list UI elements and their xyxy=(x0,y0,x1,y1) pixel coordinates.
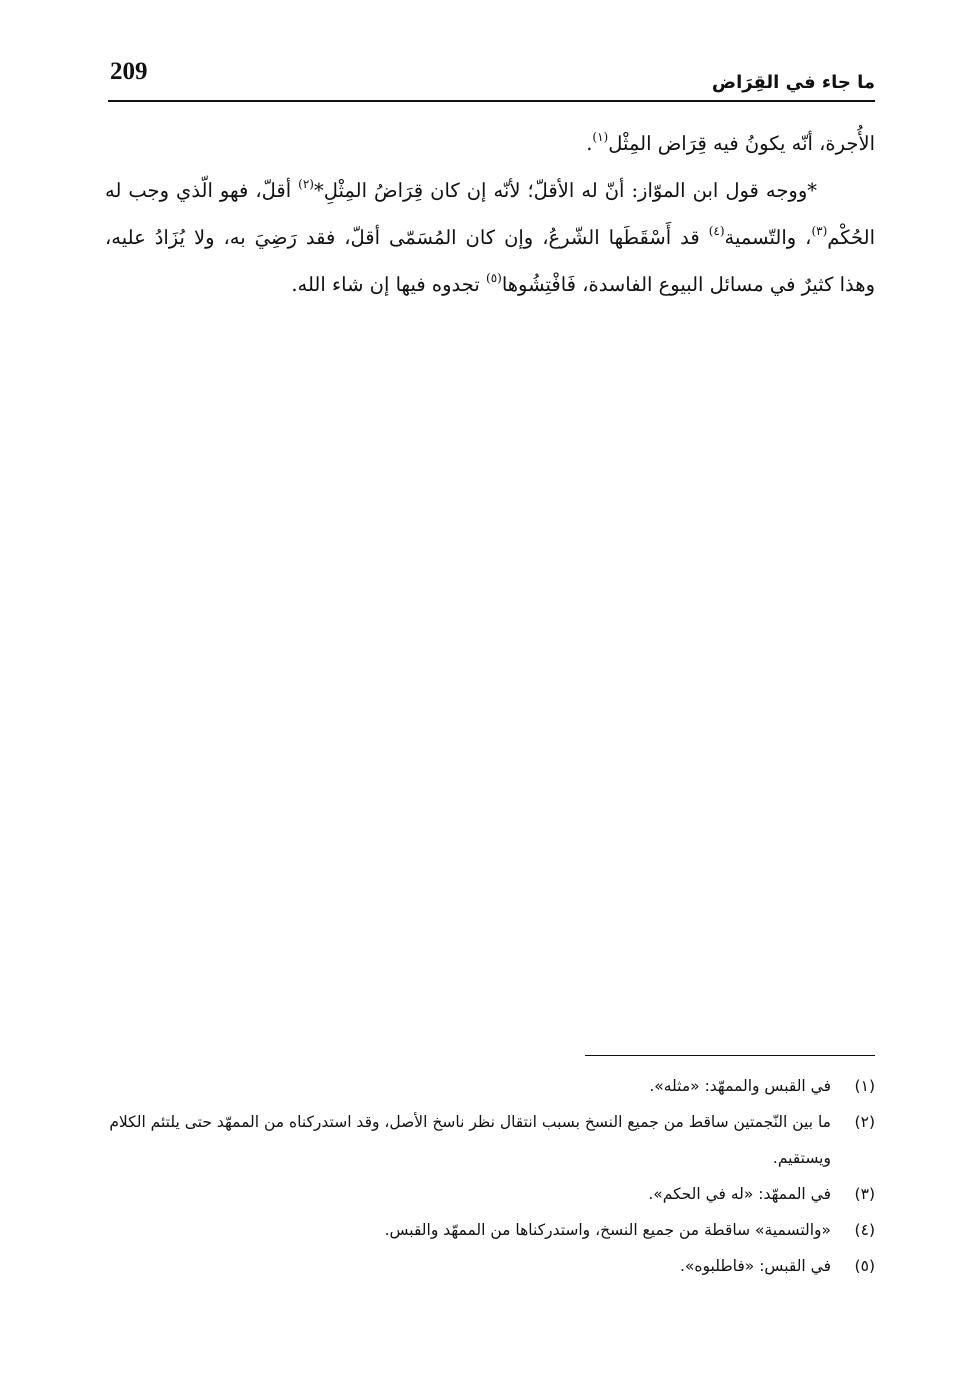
text-run: تجدوه فيها إن شاء الله. xyxy=(291,273,486,296)
text-run: ، والتّسمية xyxy=(724,226,812,249)
footnote-text: «والتسمية» ساقطة من جميع النسخ، واستدركناها من الممهّد والقبس. xyxy=(384,1221,831,1239)
footnote-3 xyxy=(100,1176,875,1212)
footnote-number: (٣) xyxy=(854,1185,875,1203)
footnote-text: في القبس والممهّد: «مثله». xyxy=(649,1077,831,1095)
footnote-ref-3[interactable]: (٣) xyxy=(811,224,828,238)
footnote-ref-5[interactable]: (٥) xyxy=(486,271,502,285)
footnote-1 xyxy=(100,1068,875,1104)
footnote-4 xyxy=(100,1212,875,1248)
text-run: *ووجه قول ابن الموّاز: أنّ له الأقلّ؛ لأنّه إن كان قِرَاضُ المِثْلِ* xyxy=(313,179,817,202)
footnote-number: (١) xyxy=(854,1077,875,1095)
footnote-2 xyxy=(100,1104,875,1176)
footnote-number: (٤) xyxy=(854,1221,875,1239)
page-number: 209 xyxy=(110,58,148,85)
running-title: ما جاء في القِرَاض xyxy=(711,72,875,93)
footnote-separator xyxy=(585,1055,875,1056)
paragraph-2 xyxy=(105,167,875,308)
footnote-number: (٥) xyxy=(854,1257,875,1275)
footnotes xyxy=(100,1068,875,1284)
paragraph-1 xyxy=(105,120,875,167)
text-run: قد أَسْقَطَها الشّرعُ، وإن كان المُسَمّى أقلّ، فقد رَضِيَ به، ولا يُزَادُ عليه، وهذا كثيرٌ في مسائل البيوع الفاسدة، فَافْتِشُوها xyxy=(105,226,875,296)
text-run: أقلّ، فهو الّذي وجب له الحُكْم xyxy=(105,179,875,249)
footnote-text: ما بين النّجمتين ساقط من جميع النسخ بسبب انتقال نظر ناسخ الأصل، وقد استدركناه من الممهّد حتى يلتئم الكلام ويستقيم. xyxy=(109,1113,831,1167)
text-run: . xyxy=(586,132,593,155)
footnote-text: في الممهّد: «له في الحكم». xyxy=(648,1185,831,1203)
header-rule xyxy=(108,100,875,102)
footnote-text: في القبس: «فاطلبوه». xyxy=(679,1257,831,1275)
footnote-ref-4[interactable]: (٤) xyxy=(708,224,725,238)
footnote-ref-2[interactable]: (٢) xyxy=(298,177,314,191)
footnote-5 xyxy=(100,1248,875,1284)
footnote-ref-1[interactable]: (١) xyxy=(592,130,609,144)
text-run: الأُجرة، أنّه يكونُ فيه قِرَاض المِثْل xyxy=(608,132,875,155)
footnote-number: (٢) xyxy=(854,1113,875,1131)
main-text xyxy=(105,120,875,308)
